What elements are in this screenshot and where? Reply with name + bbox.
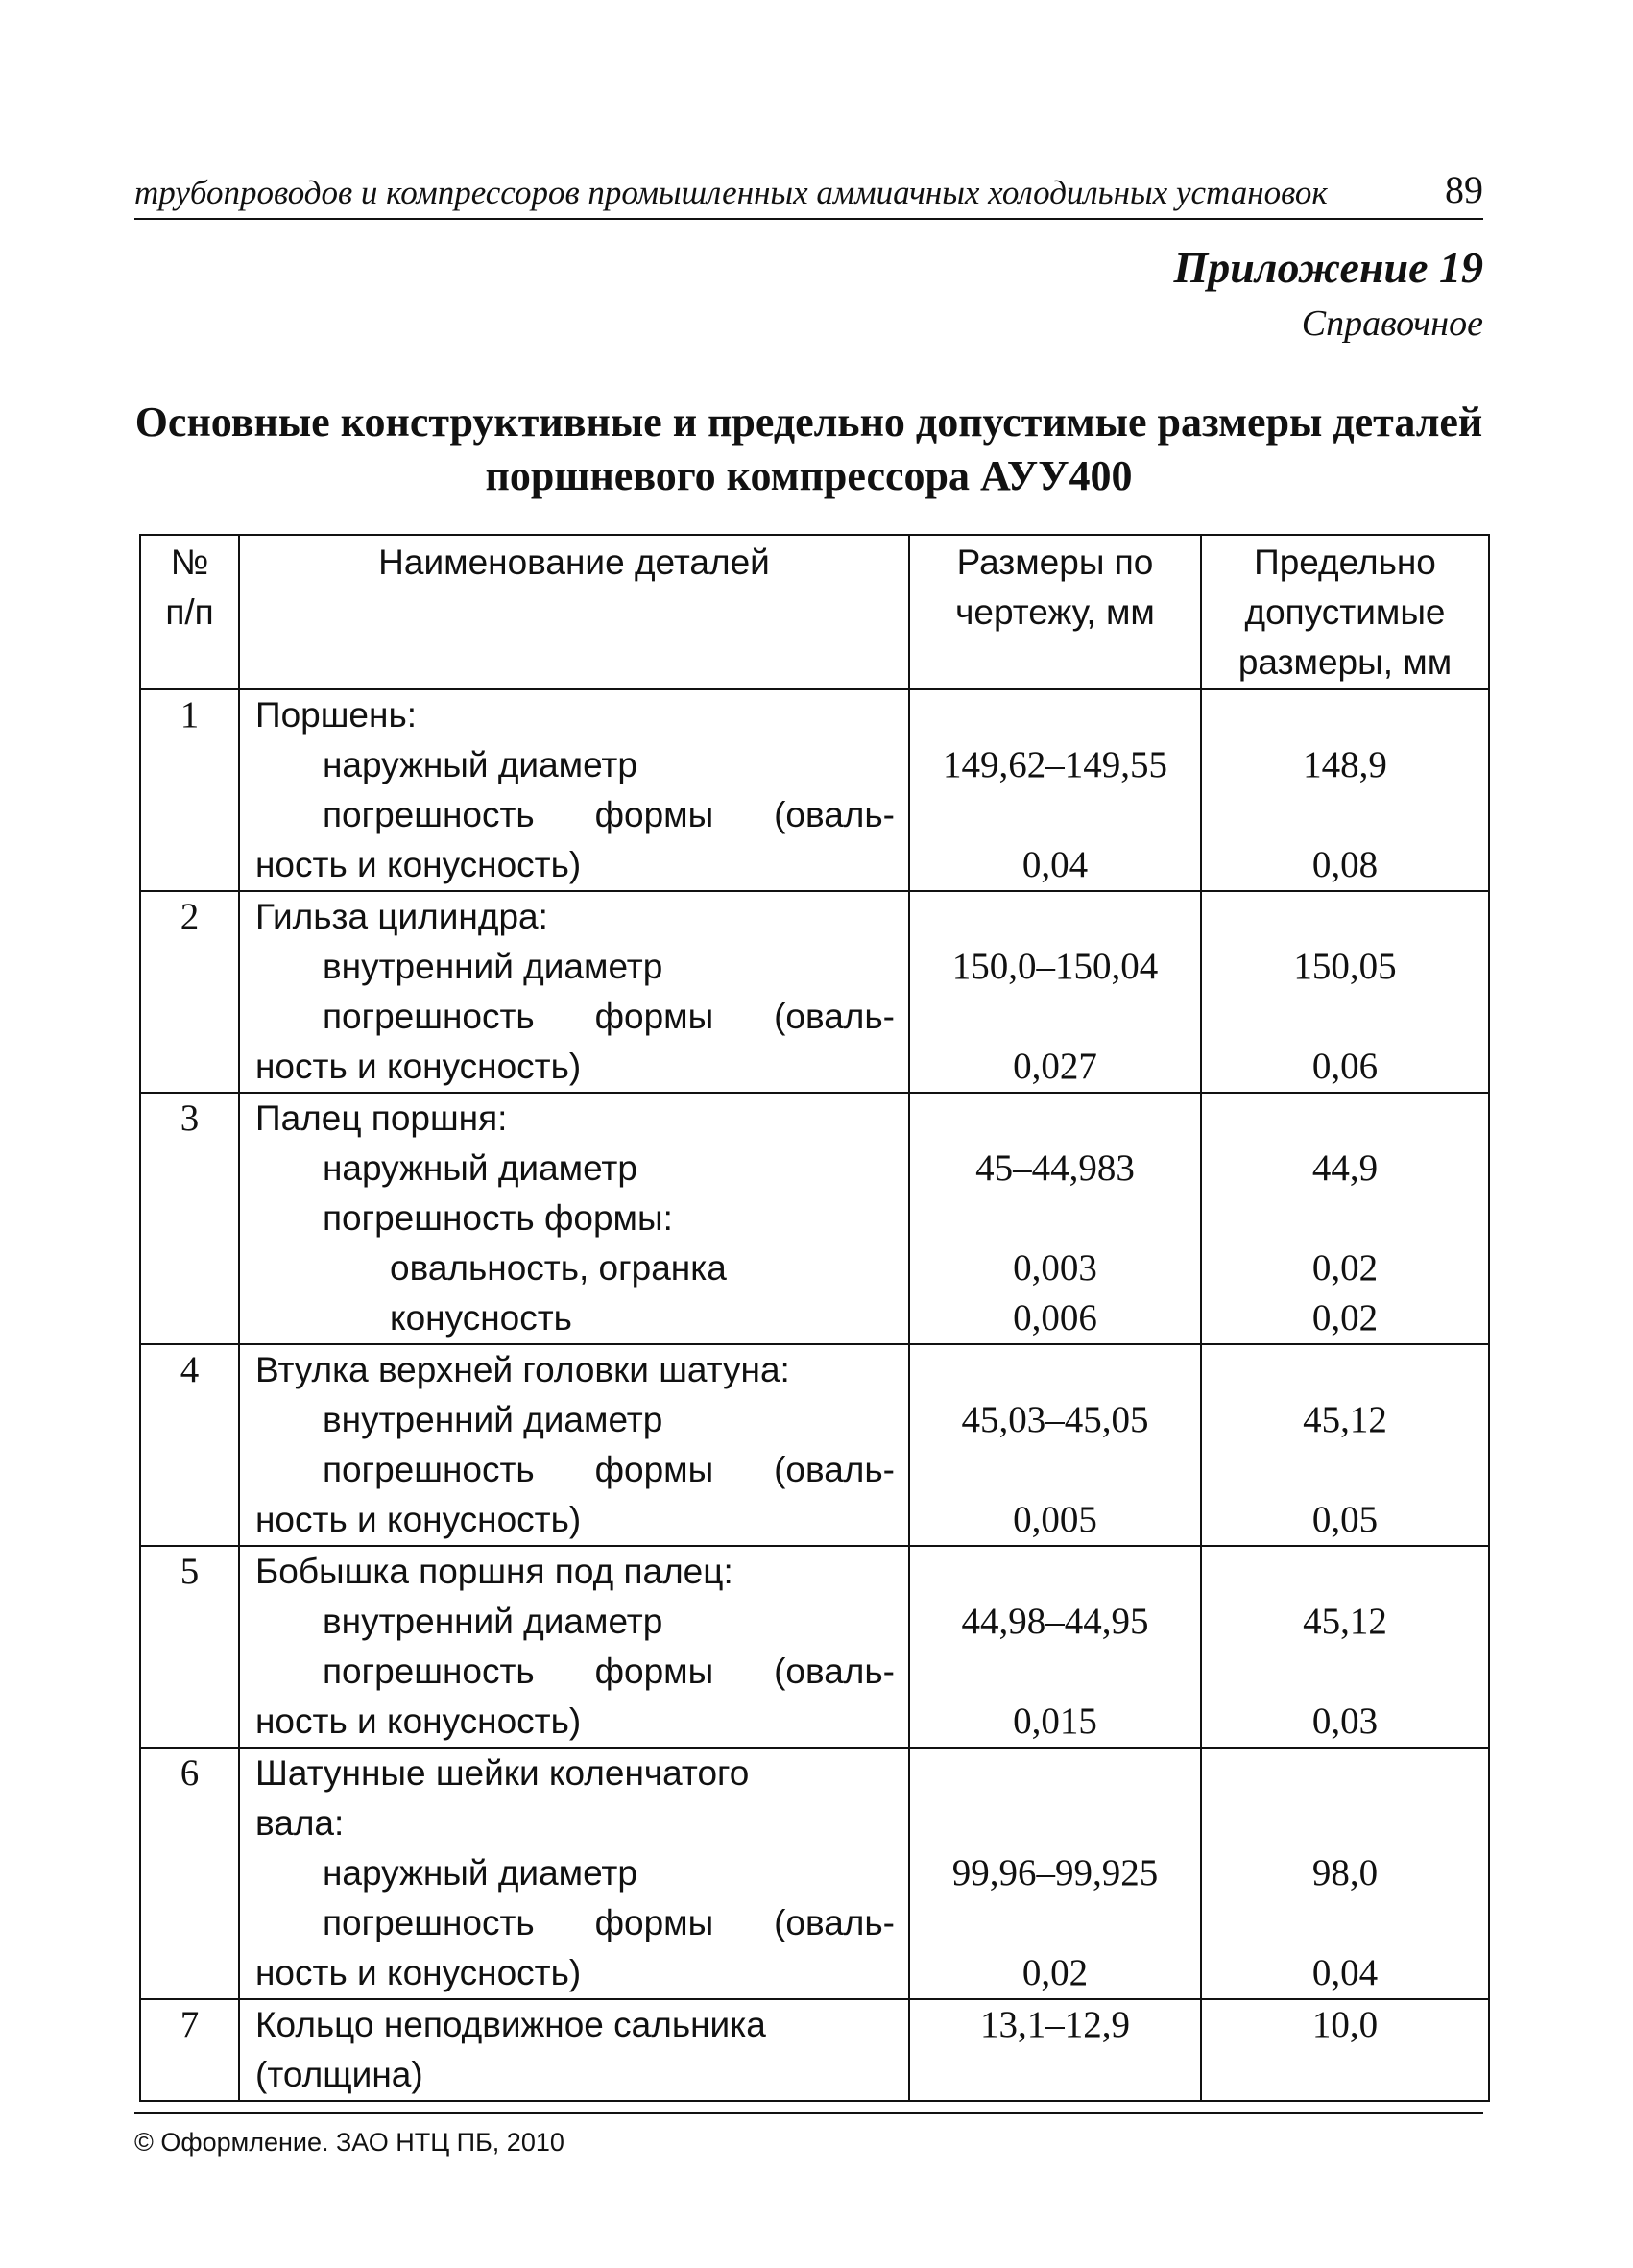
- row-number: 1: [140, 689, 239, 892]
- drawing-size-value: 150,0–150,04: [951, 946, 1159, 987]
- part-description-line: (толщина): [255, 2055, 423, 2094]
- limit-size-value: 45,12: [1303, 1399, 1387, 1440]
- part-description-line: внутренний диаметр: [323, 947, 663, 986]
- part-description-line: Кольцо неподвижное сальника: [255, 2005, 766, 2044]
- drawing-size-value: 45–44,983: [975, 1147, 1135, 1189]
- limit-size-value: [1202, 1898, 1488, 1948]
- drawing-size-value: 45,03–45,05: [961, 1399, 1149, 1440]
- drawing-size-value: [910, 1749, 1200, 1798]
- limit-size-value: 0,04: [1311, 1952, 1379, 1993]
- drawing-size-value: [910, 1898, 1200, 1948]
- part-description-line: ность и конусность): [255, 845, 582, 884]
- limit-size-value: [1202, 790, 1488, 840]
- footer-rule: [134, 2112, 1483, 2114]
- drawing-size-value: [910, 1345, 1200, 1395]
- limit-size-cell: [1201, 689, 1489, 892]
- part-description-line: ность и конусность): [255, 1047, 582, 1086]
- part-description-line: овальность, огранка: [390, 1248, 727, 1288]
- running-header: [134, 168, 1483, 220]
- drawing-size-value: [910, 1547, 1200, 1597]
- part-name-cell: [239, 1093, 909, 1344]
- row-number: 5: [140, 1546, 239, 1748]
- part-description-line: наружный диаметр: [323, 745, 637, 784]
- part-name-cell: [239, 689, 909, 892]
- part-description-line: Бобышка поршня под палец:: [255, 1552, 733, 1591]
- drawing-size-value: [910, 1194, 1200, 1243]
- part-description-line: Гильза цилиндра:: [255, 897, 548, 936]
- part-description-line: ность и конусность): [255, 1953, 582, 1992]
- header-limit-size: Предельно допустимые размеры, мм: [1201, 535, 1489, 689]
- limit-size-value: [1202, 1647, 1488, 1697]
- part-description-line: погрешность формы (оваль-: [323, 1652, 895, 1691]
- part-name-cell: [239, 1999, 909, 2101]
- part-description-line: погрешность формы (оваль-: [323, 795, 895, 834]
- header-num: № п/п: [140, 535, 239, 689]
- limit-size-value: [1202, 992, 1488, 1042]
- part-description-line: ность и конусность): [255, 1500, 582, 1539]
- part-name-cell: [239, 1748, 909, 1999]
- drawing-size-value: [910, 690, 1200, 740]
- part-description-line: наружный диаметр: [323, 1148, 637, 1188]
- part-description-line: Поршень:: [255, 695, 417, 735]
- part-name-cell: [239, 1546, 909, 1748]
- limit-size-value: 45,12: [1303, 1601, 1387, 1642]
- part-description-line: внутренний диаметр: [323, 1602, 663, 1641]
- drawing-size-value: 0,003: [1013, 1247, 1097, 1289]
- footer-copyright: © Оформление. ЗАО НТЦ ПБ, 2010: [134, 2128, 564, 2157]
- part-description-line: Палец поршня:: [255, 1098, 508, 1138]
- limit-size-value: 150,05: [1293, 946, 1397, 987]
- drawing-size-value: [910, 1798, 1200, 1848]
- limit-size-cell: [1201, 1546, 1489, 1748]
- limit-size-value: [1202, 1749, 1488, 1798]
- part-description-line: погрешность формы (оваль-: [323, 997, 895, 1036]
- row-number: 6: [140, 1748, 239, 1999]
- limit-size-value: 0,02: [1311, 1297, 1379, 1339]
- part-description-line: наружный диаметр: [323, 1853, 637, 1893]
- limit-size-cell: [1201, 1344, 1489, 1546]
- drawing-size-value: 99,96–99,925: [951, 1852, 1159, 1894]
- page-number: 89: [1445, 168, 1483, 211]
- part-description-line: внутренний диаметр: [323, 1400, 663, 1439]
- limit-size-value: [1202, 1445, 1488, 1495]
- table-row: [140, 891, 1489, 1093]
- running-title: трубопроводов и компрессоров промышленных аммиачных холодильных установок: [134, 174, 1328, 211]
- appendix-label: Приложение 19: [1173, 243, 1483, 292]
- row-number: 2: [140, 891, 239, 1093]
- limit-size-cell: [1201, 1093, 1489, 1344]
- table-header-row: [140, 535, 1489, 689]
- limit-size-value: [1202, 1798, 1488, 1848]
- dimensions-table: [139, 534, 1490, 2102]
- limit-size-value: 148,9: [1303, 744, 1387, 785]
- part-description-line: погрешность формы (оваль-: [323, 1450, 895, 1489]
- limit-size-cell: [1201, 891, 1489, 1093]
- table-row: [140, 689, 1489, 892]
- part-description-line: вала:: [255, 1803, 345, 1843]
- drawing-size-value: [910, 790, 1200, 840]
- drawing-size-value: [910, 892, 1200, 942]
- limit-size-value: [1202, 1345, 1488, 1395]
- drawing-size-value: [910, 992, 1200, 1042]
- limit-size-value: 0,05: [1311, 1499, 1379, 1540]
- header-name: Наименование деталей: [239, 535, 909, 689]
- part-description-line: ность и конусность): [255, 1701, 582, 1741]
- drawing-size-value: [910, 2050, 1200, 2100]
- limit-size-value: [1202, 2050, 1488, 2100]
- part-description-line: конусность: [390, 1298, 572, 1338]
- table-row: [140, 1093, 1489, 1344]
- drawing-size-cell: [909, 1546, 1201, 1748]
- drawing-size-cell: [909, 891, 1201, 1093]
- table-title: [134, 396, 1483, 503]
- limit-size-value: [1202, 1094, 1488, 1144]
- table-row: [140, 1546, 1489, 1748]
- part-description-line: Шатунные шейки коленчатого: [255, 1753, 750, 1793]
- drawing-size-cell: [909, 1999, 1201, 2101]
- drawing-size-cell: [909, 1093, 1201, 1344]
- limit-size-value: 0,03: [1311, 1701, 1379, 1742]
- drawing-size-value: 0,04: [1021, 844, 1089, 885]
- drawing-size-value: 44,98–44,95: [961, 1601, 1149, 1642]
- drawing-size-value: [910, 1094, 1200, 1144]
- limit-size-value: 44,9: [1311, 1147, 1379, 1189]
- table-row: [140, 1748, 1489, 1999]
- limit-size-value: [1202, 690, 1488, 740]
- drawing-size-value: 0,005: [1013, 1499, 1097, 1540]
- drawing-size-value: 0,015: [1013, 1701, 1097, 1742]
- row-number: 7: [140, 1999, 239, 2101]
- drawing-size-value: 0,027: [1013, 1046, 1097, 1087]
- table-row: [140, 1344, 1489, 1546]
- limit-size-value: 0,06: [1311, 1046, 1379, 1087]
- part-name-cell: [239, 1344, 909, 1546]
- part-description-line: погрешность формы (оваль-: [323, 1903, 895, 1942]
- drawing-size-cell: [909, 689, 1201, 892]
- limit-size-value: 10,0: [1311, 2004, 1379, 2045]
- drawing-size-value: 13,1–12,9: [980, 2004, 1130, 2045]
- limit-size-cell: [1201, 1748, 1489, 1999]
- limit-size-value: [1202, 892, 1488, 942]
- drawing-size-value: 0,02: [1021, 1952, 1089, 1993]
- table-row: [140, 1999, 1489, 2101]
- part-description-line: погрешность формы:: [323, 1198, 673, 1238]
- drawing-size-cell: [909, 1748, 1201, 1999]
- table-title-line-2: поршневого компрессора АУУ400: [485, 452, 1133, 499]
- header-drawing-size: Размеры по чертежу, мм: [909, 535, 1201, 689]
- part-name-cell: [239, 891, 909, 1093]
- row-number: 3: [140, 1093, 239, 1344]
- limit-size-value: [1202, 1547, 1488, 1597]
- drawing-size-value: [910, 1647, 1200, 1697]
- limit-size-value: 0,02: [1311, 1247, 1379, 1289]
- limit-size-cell: [1201, 1999, 1489, 2101]
- drawing-size-value: 149,62–149,55: [943, 744, 1167, 785]
- table-title-line-1: Основные конструктивные и предельно допустимые размеры деталей: [134, 398, 1483, 446]
- limit-size-value: 0,08: [1311, 844, 1379, 885]
- drawing-size-cell: [909, 1344, 1201, 1546]
- limit-size-value: [1202, 1194, 1488, 1243]
- appendix-type: Справочное: [1301, 303, 1483, 344]
- drawing-size-value: 0,006: [1013, 1297, 1097, 1339]
- part-description-line: Втулка верхней головки шатуна:: [255, 1350, 790, 1389]
- drawing-size-value: [910, 1445, 1200, 1495]
- limit-size-value: 98,0: [1311, 1852, 1379, 1894]
- row-number: 4: [140, 1344, 239, 1546]
